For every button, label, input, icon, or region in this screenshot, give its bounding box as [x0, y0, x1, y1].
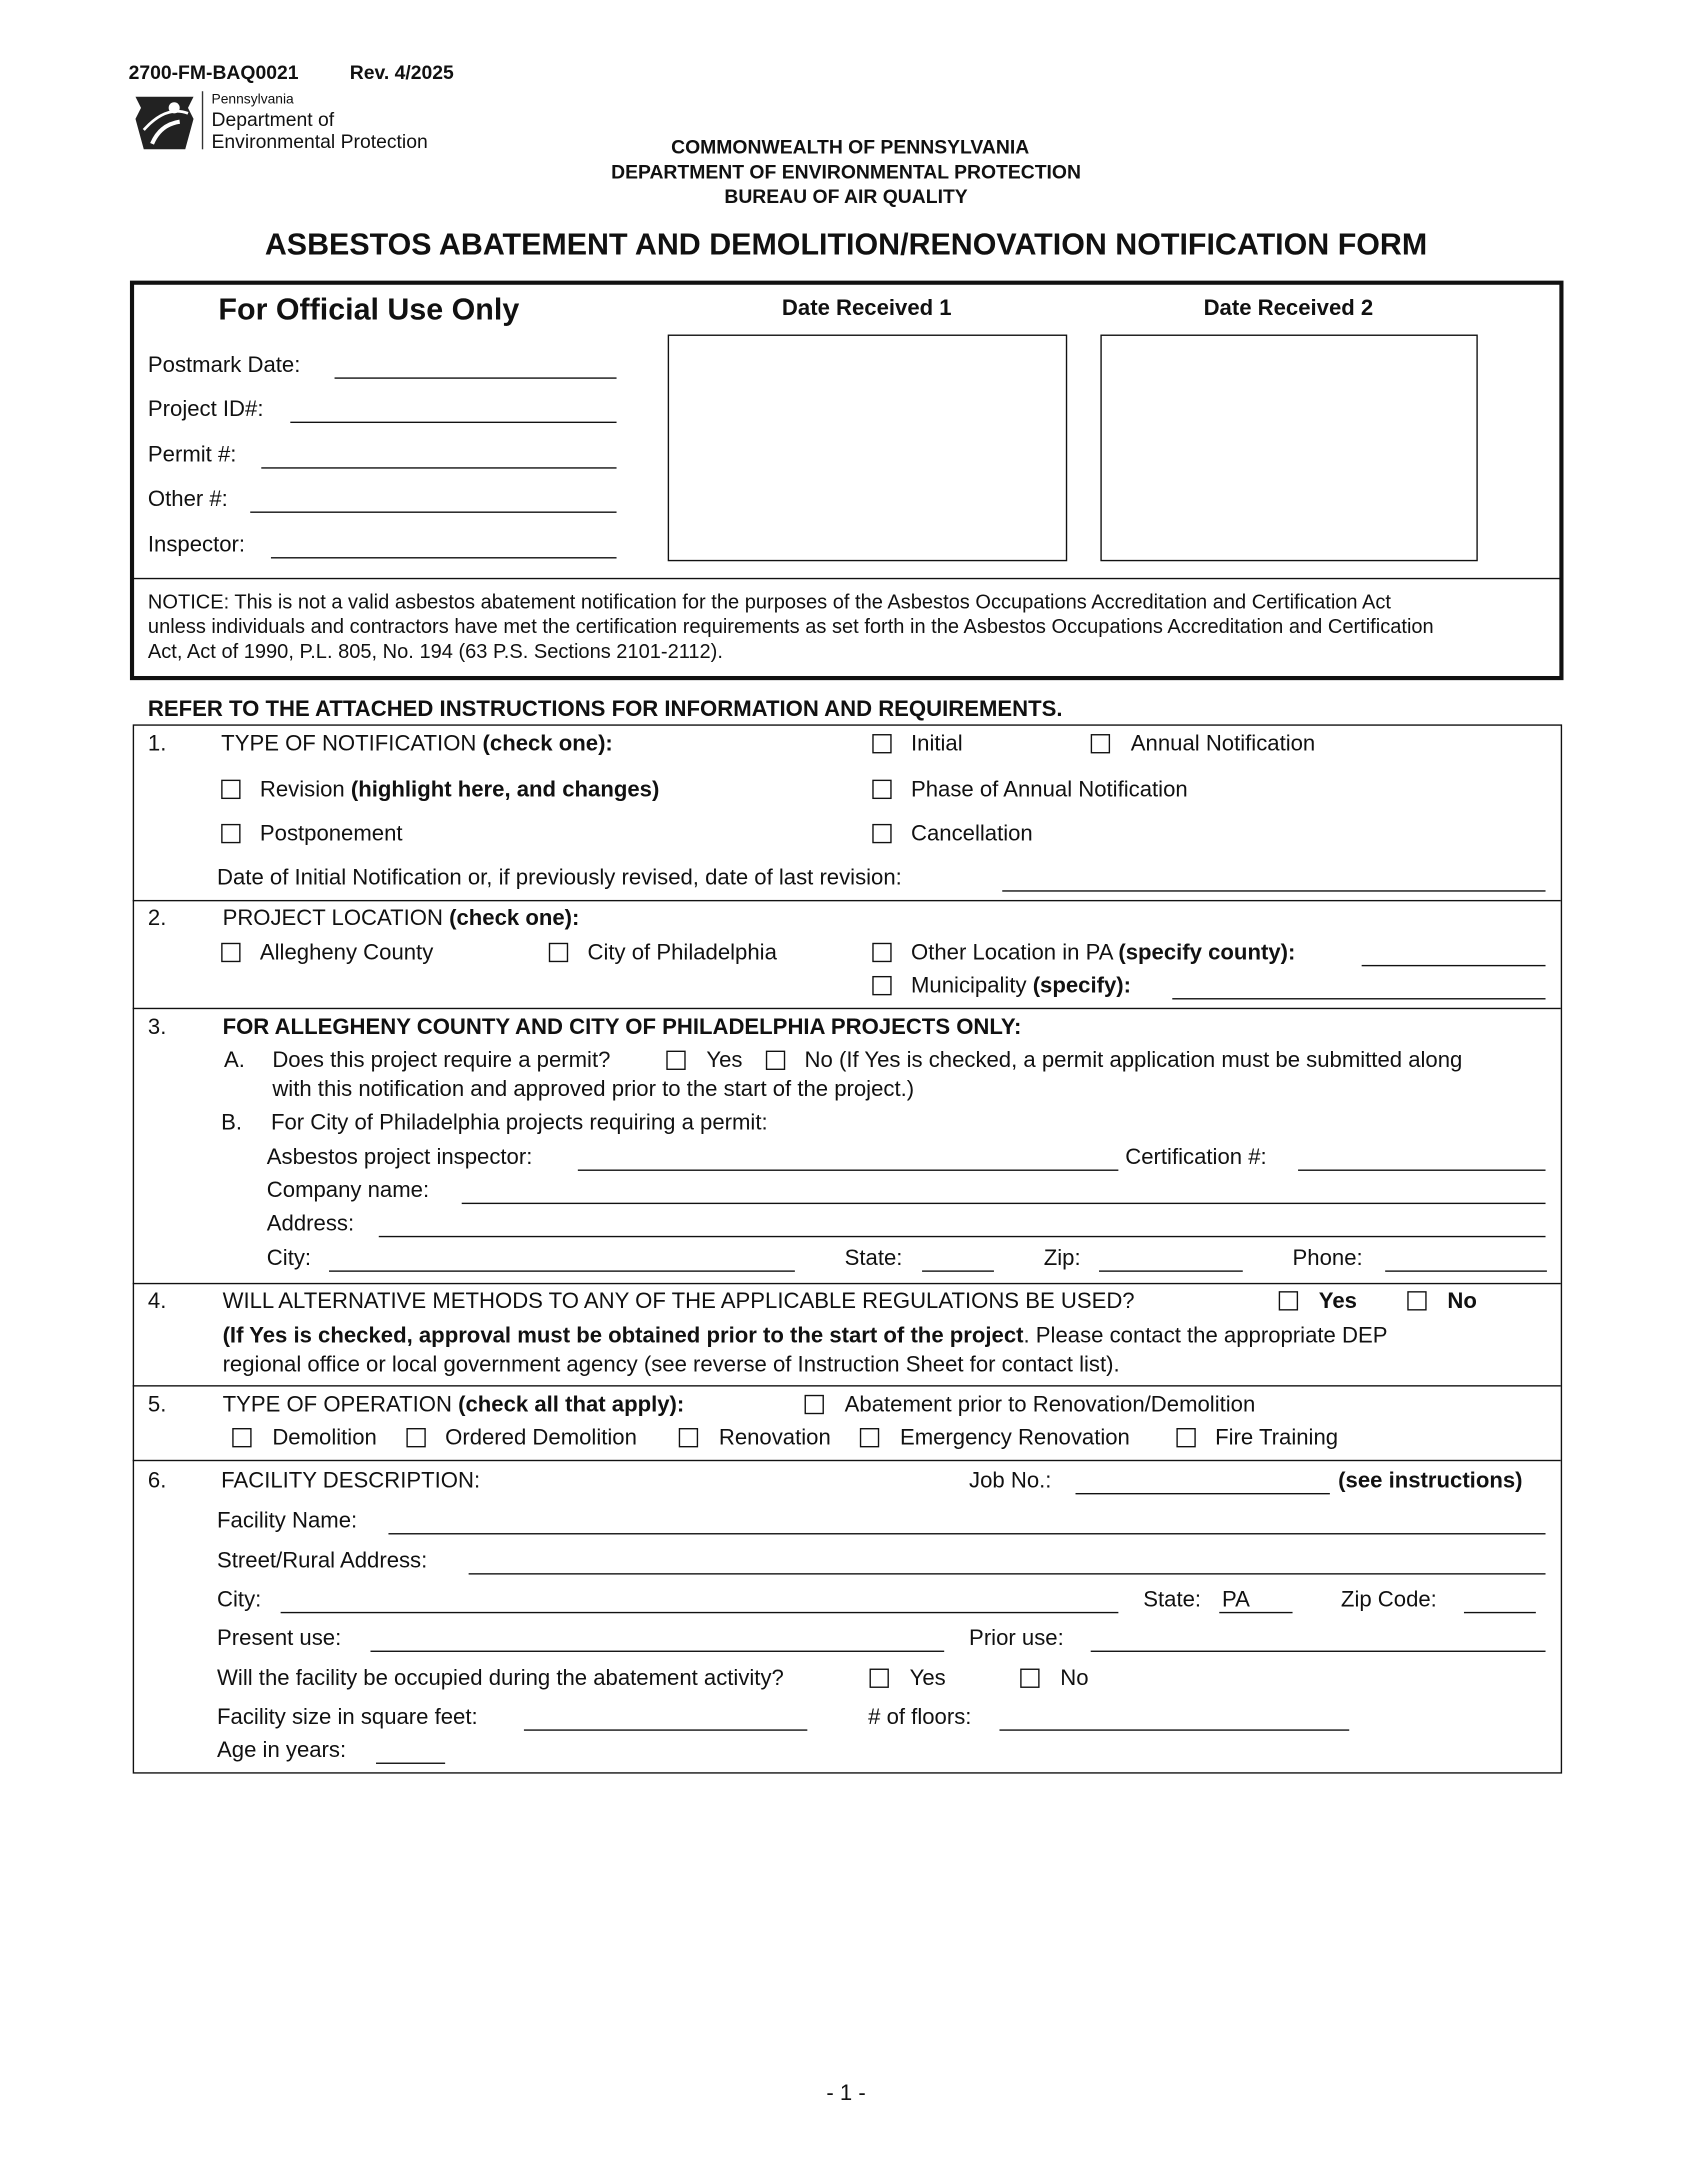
- logo-line3: Environmental Protection: [211, 129, 428, 153]
- revision: Rev. 4/2025: [349, 60, 454, 83]
- job-label: Job No.:: [969, 1469, 1052, 1493]
- permit-note: with this notification and approved prior to the start of the project.): [272, 1078, 915, 1102]
- job-field[interactable]: [1076, 1493, 1330, 1494]
- revision-label: Revision (highlight here, and changes): [259, 778, 660, 802]
- renovation-checkbox[interactable]: [679, 1428, 698, 1447]
- permit-no-label: No (If Yes is checked, a permit application must be submitted along: [804, 1049, 1463, 1073]
- permit-question: Does this project require a permit?: [272, 1049, 611, 1073]
- permit-yes-label: Yes: [706, 1049, 743, 1073]
- alt-note-line-1: (If Yes is checked, approval must be obtained prior to the start of the project. Please contact the appropriate DEP: [222, 1324, 1388, 1348]
- alt-no-checkbox[interactable]: [1407, 1291, 1426, 1310]
- facility-zip-label: Zip Code:: [1340, 1588, 1437, 1612]
- address-field[interactable]: [379, 1236, 1546, 1237]
- ordered-demolition-label: Ordered Demolition: [445, 1426, 637, 1451]
- phase-checkbox[interactable]: [872, 780, 891, 799]
- section-title: TYPE OF OPERATION (check all that apply):: [222, 1393, 685, 1417]
- initial-date-field[interactable]: [1002, 890, 1545, 891]
- keystone-logo-icon: [133, 91, 197, 152]
- state-label: State:: [844, 1246, 903, 1271]
- ordered-demolition-checkbox[interactable]: [406, 1428, 425, 1447]
- date-received-2-label: Date Received 2: [1203, 297, 1374, 321]
- facility-state-label: State:: [1143, 1588, 1202, 1612]
- section-number: 4.: [147, 1289, 167, 1314]
- section-number: 6.: [147, 1469, 167, 1493]
- demolition-checkbox[interactable]: [232, 1428, 251, 1447]
- section-title: TYPE OF NOTIFICATION (check one):: [221, 732, 613, 757]
- philadelphia-checkbox[interactable]: [549, 943, 568, 962]
- postponement-label: Postponement: [259, 822, 403, 847]
- inspector-label: Inspector:: [147, 533, 246, 558]
- postmark-field[interactable]: [335, 377, 617, 378]
- postmark-label: Postmark Date:: [147, 353, 301, 378]
- permit-no-checkbox[interactable]: [766, 1051, 785, 1070]
- phone-label: Phone:: [1292, 1246, 1363, 1271]
- revision-checkbox[interactable]: [221, 780, 240, 799]
- section-title: FACILITY DESCRIPTION:: [221, 1469, 481, 1493]
- prior-use-label: Prior use:: [969, 1627, 1064, 1651]
- allegheny-label: Allegheny County: [259, 941, 434, 965]
- initial-label: Initial: [911, 732, 963, 757]
- zip-label: Zip:: [1043, 1246, 1081, 1271]
- section-number: 3.: [147, 1016, 167, 1040]
- permit-field[interactable]: [261, 467, 616, 468]
- renovation-label: Renovation: [718, 1426, 831, 1451]
- fire-training-label: Fire Training: [1215, 1426, 1339, 1451]
- address-label: Address:: [266, 1212, 355, 1236]
- occupied-question: Will the facility be occupied during the abatement activity?: [217, 1667, 784, 1691]
- initial-date-label: Date of Initial Notification or, if previously revised, date of last revision:: [217, 866, 902, 891]
- phase-label: Phase of Annual Notification: [911, 778, 1188, 802]
- inspector-label: Asbestos project inspector:: [266, 1146, 533, 1170]
- floors-label: # of floors:: [868, 1705, 972, 1730]
- occupied-yes-checkbox[interactable]: [870, 1669, 889, 1688]
- form-id: 2700-FM-BAQ0021: [128, 60, 299, 83]
- occupied-no-checkbox[interactable]: [1020, 1669, 1039, 1688]
- org-line-1: COMMONWEALTH OF PENNSYLVANIA: [671, 135, 1030, 158]
- occupied-yes-label: Yes: [909, 1667, 946, 1691]
- permit-label: Permit #:: [147, 443, 237, 468]
- company-field[interactable]: [462, 1203, 1546, 1204]
- refer-instructions: REFER TO THE ATTACHED INSTRUCTIONS FOR INFORMATION AND REQUIREMENTS.: [147, 698, 1063, 722]
- emergency-renovation-label: Emergency Renovation: [899, 1426, 1130, 1451]
- alt-yes-label: Yes: [1318, 1289, 1357, 1314]
- demolition-label: Demolition: [272, 1426, 377, 1451]
- initial-checkbox[interactable]: [872, 734, 891, 753]
- section-title: WILL ALTERNATIVE METHODS TO ANY OF THE APPLICABLE REGULATIONS BE USED?: [222, 1289, 1135, 1314]
- company-label: Company name:: [266, 1179, 430, 1203]
- section-title: FOR ALLEGHENY COUNTY AND CITY OF PHILADELPHIA PROJECTS ONLY:: [222, 1016, 1022, 1040]
- floors-field[interactable]: [999, 1729, 1349, 1730]
- zip-field[interactable]: [1099, 1270, 1243, 1271]
- date-received-1-box[interactable]: [668, 335, 1068, 562]
- phone-field[interactable]: [1385, 1270, 1547, 1271]
- page-title: ASBESTOS ABATEMENT AND DEMOLITION/RENOVATION NOTIFICATION FORM: [264, 226, 1428, 262]
- item-a: A.: [223, 1049, 245, 1073]
- size-label: Facility size in square feet:: [217, 1705, 478, 1730]
- municipality-checkbox[interactable]: [872, 976, 891, 995]
- logo-line2: Department of: [211, 107, 335, 130]
- official-use-heading: For Official Use Only: [218, 291, 520, 327]
- fire-training-checkbox[interactable]: [1176, 1428, 1195, 1447]
- logo-line1: Pennsylvania: [211, 92, 294, 108]
- state-underline: [1219, 1612, 1292, 1613]
- occupied-no-label: No: [1060, 1667, 1089, 1691]
- notice-line-1: NOTICE: This is not a valid asbestos abatement notification for the purposes of the Asbestos Occupations Accreditation and Certification Act: [147, 591, 1391, 614]
- municipality-label: Municipality (specify):: [911, 974, 1132, 999]
- prior-use-field[interactable]: [1091, 1651, 1546, 1652]
- cancellation-label: Cancellation: [911, 822, 1033, 847]
- present-use-label: Present use:: [217, 1627, 342, 1651]
- abatement-label: Abatement prior to Renovation/Demolition: [844, 1393, 1256, 1417]
- annual-checkbox[interactable]: [1091, 734, 1110, 753]
- project-inspector-field[interactable]: [578, 1170, 1119, 1171]
- size-field[interactable]: [524, 1729, 807, 1730]
- item-b: B.: [221, 1111, 243, 1135]
- alt-yes-checkbox[interactable]: [1279, 1291, 1298, 1310]
- section-title: PROJECT LOCATION (check one):: [222, 906, 580, 931]
- allegheny-checkbox[interactable]: [221, 943, 240, 962]
- facility-state-value[interactable]: PA: [1222, 1588, 1250, 1612]
- see-instructions: (see instructions): [1338, 1469, 1523, 1493]
- street-label: Street/Rural Address:: [217, 1549, 428, 1574]
- permit-yes-checkbox[interactable]: [666, 1051, 685, 1070]
- philadelphia-permit-text: For City of Philadelphia projects requiring a permit:: [270, 1111, 768, 1135]
- county-field[interactable]: [1362, 965, 1546, 966]
- notice-line-3: Act, Act of 1990, P.L. 805, No. 194 (63 P.S. Sections 2101-2112).: [147, 641, 723, 664]
- age-label: Age in years:: [217, 1739, 347, 1763]
- abatement-checkbox[interactable]: [805, 1395, 824, 1414]
- annual-label: Annual Notification: [1130, 732, 1316, 757]
- other-location-label: Other Location in PA (specify county):: [911, 941, 1296, 965]
- other-location-checkbox[interactable]: [872, 943, 891, 962]
- certification-label: Certification #:: [1125, 1146, 1267, 1170]
- section-number: 2.: [147, 906, 167, 931]
- facility-name-field[interactable]: [388, 1533, 1545, 1534]
- date-received-1-label: Date Received 1: [781, 297, 952, 321]
- cancellation-checkbox[interactable]: [872, 824, 891, 843]
- certification-field[interactable]: [1298, 1170, 1545, 1171]
- facility-name-label: Facility Name:: [217, 1509, 358, 1534]
- page-number: - 1 -: [826, 2081, 866, 2106]
- city-label: City:: [266, 1246, 312, 1271]
- section-number: 5.: [147, 1393, 167, 1417]
- date-received-2-box[interactable]: [1100, 335, 1477, 562]
- postponement-checkbox[interactable]: [221, 824, 240, 843]
- emergency-renovation-checkbox[interactable]: [860, 1428, 879, 1447]
- project-id-label: Project ID#:: [147, 398, 264, 422]
- alt-note-line-2: regional office or local government agency (see reverse of Instruction Sheet for contact list).: [222, 1353, 1120, 1377]
- other-field[interactable]: [250, 511, 616, 512]
- state-field[interactable]: [922, 1270, 994, 1271]
- org-line-3: BUREAU OF AIR QUALITY: [724, 185, 968, 208]
- present-use-field[interactable]: [370, 1651, 944, 1652]
- municipality-field[interactable]: [1172, 998, 1545, 999]
- facility-city-label: City:: [217, 1588, 262, 1612]
- city-field[interactable]: [329, 1270, 795, 1271]
- section-number: 1.: [147, 732, 167, 757]
- other-label: Other #:: [147, 487, 228, 512]
- facility-zip-field[interactable]: [1464, 1612, 1536, 1613]
- notice-line-2: unless individuals and contractors have met the certification requirements as set forth in the Asbestos Occupations Accreditation and Certification: [147, 616, 1434, 639]
- street-field[interactable]: [469, 1573, 1546, 1574]
- facility-city-field[interactable]: [281, 1612, 1119, 1613]
- project-id-field[interactable]: [290, 422, 616, 423]
- org-line-2: DEPARTMENT OF ENVIRONMENTAL PROTECTION: [611, 160, 1081, 183]
- age-field[interactable]: [376, 1763, 445, 1764]
- alt-no-label: No: [1447, 1289, 1477, 1314]
- philadelphia-label: City of Philadelphia: [587, 941, 777, 965]
- inspector-field[interactable]: [271, 557, 617, 558]
